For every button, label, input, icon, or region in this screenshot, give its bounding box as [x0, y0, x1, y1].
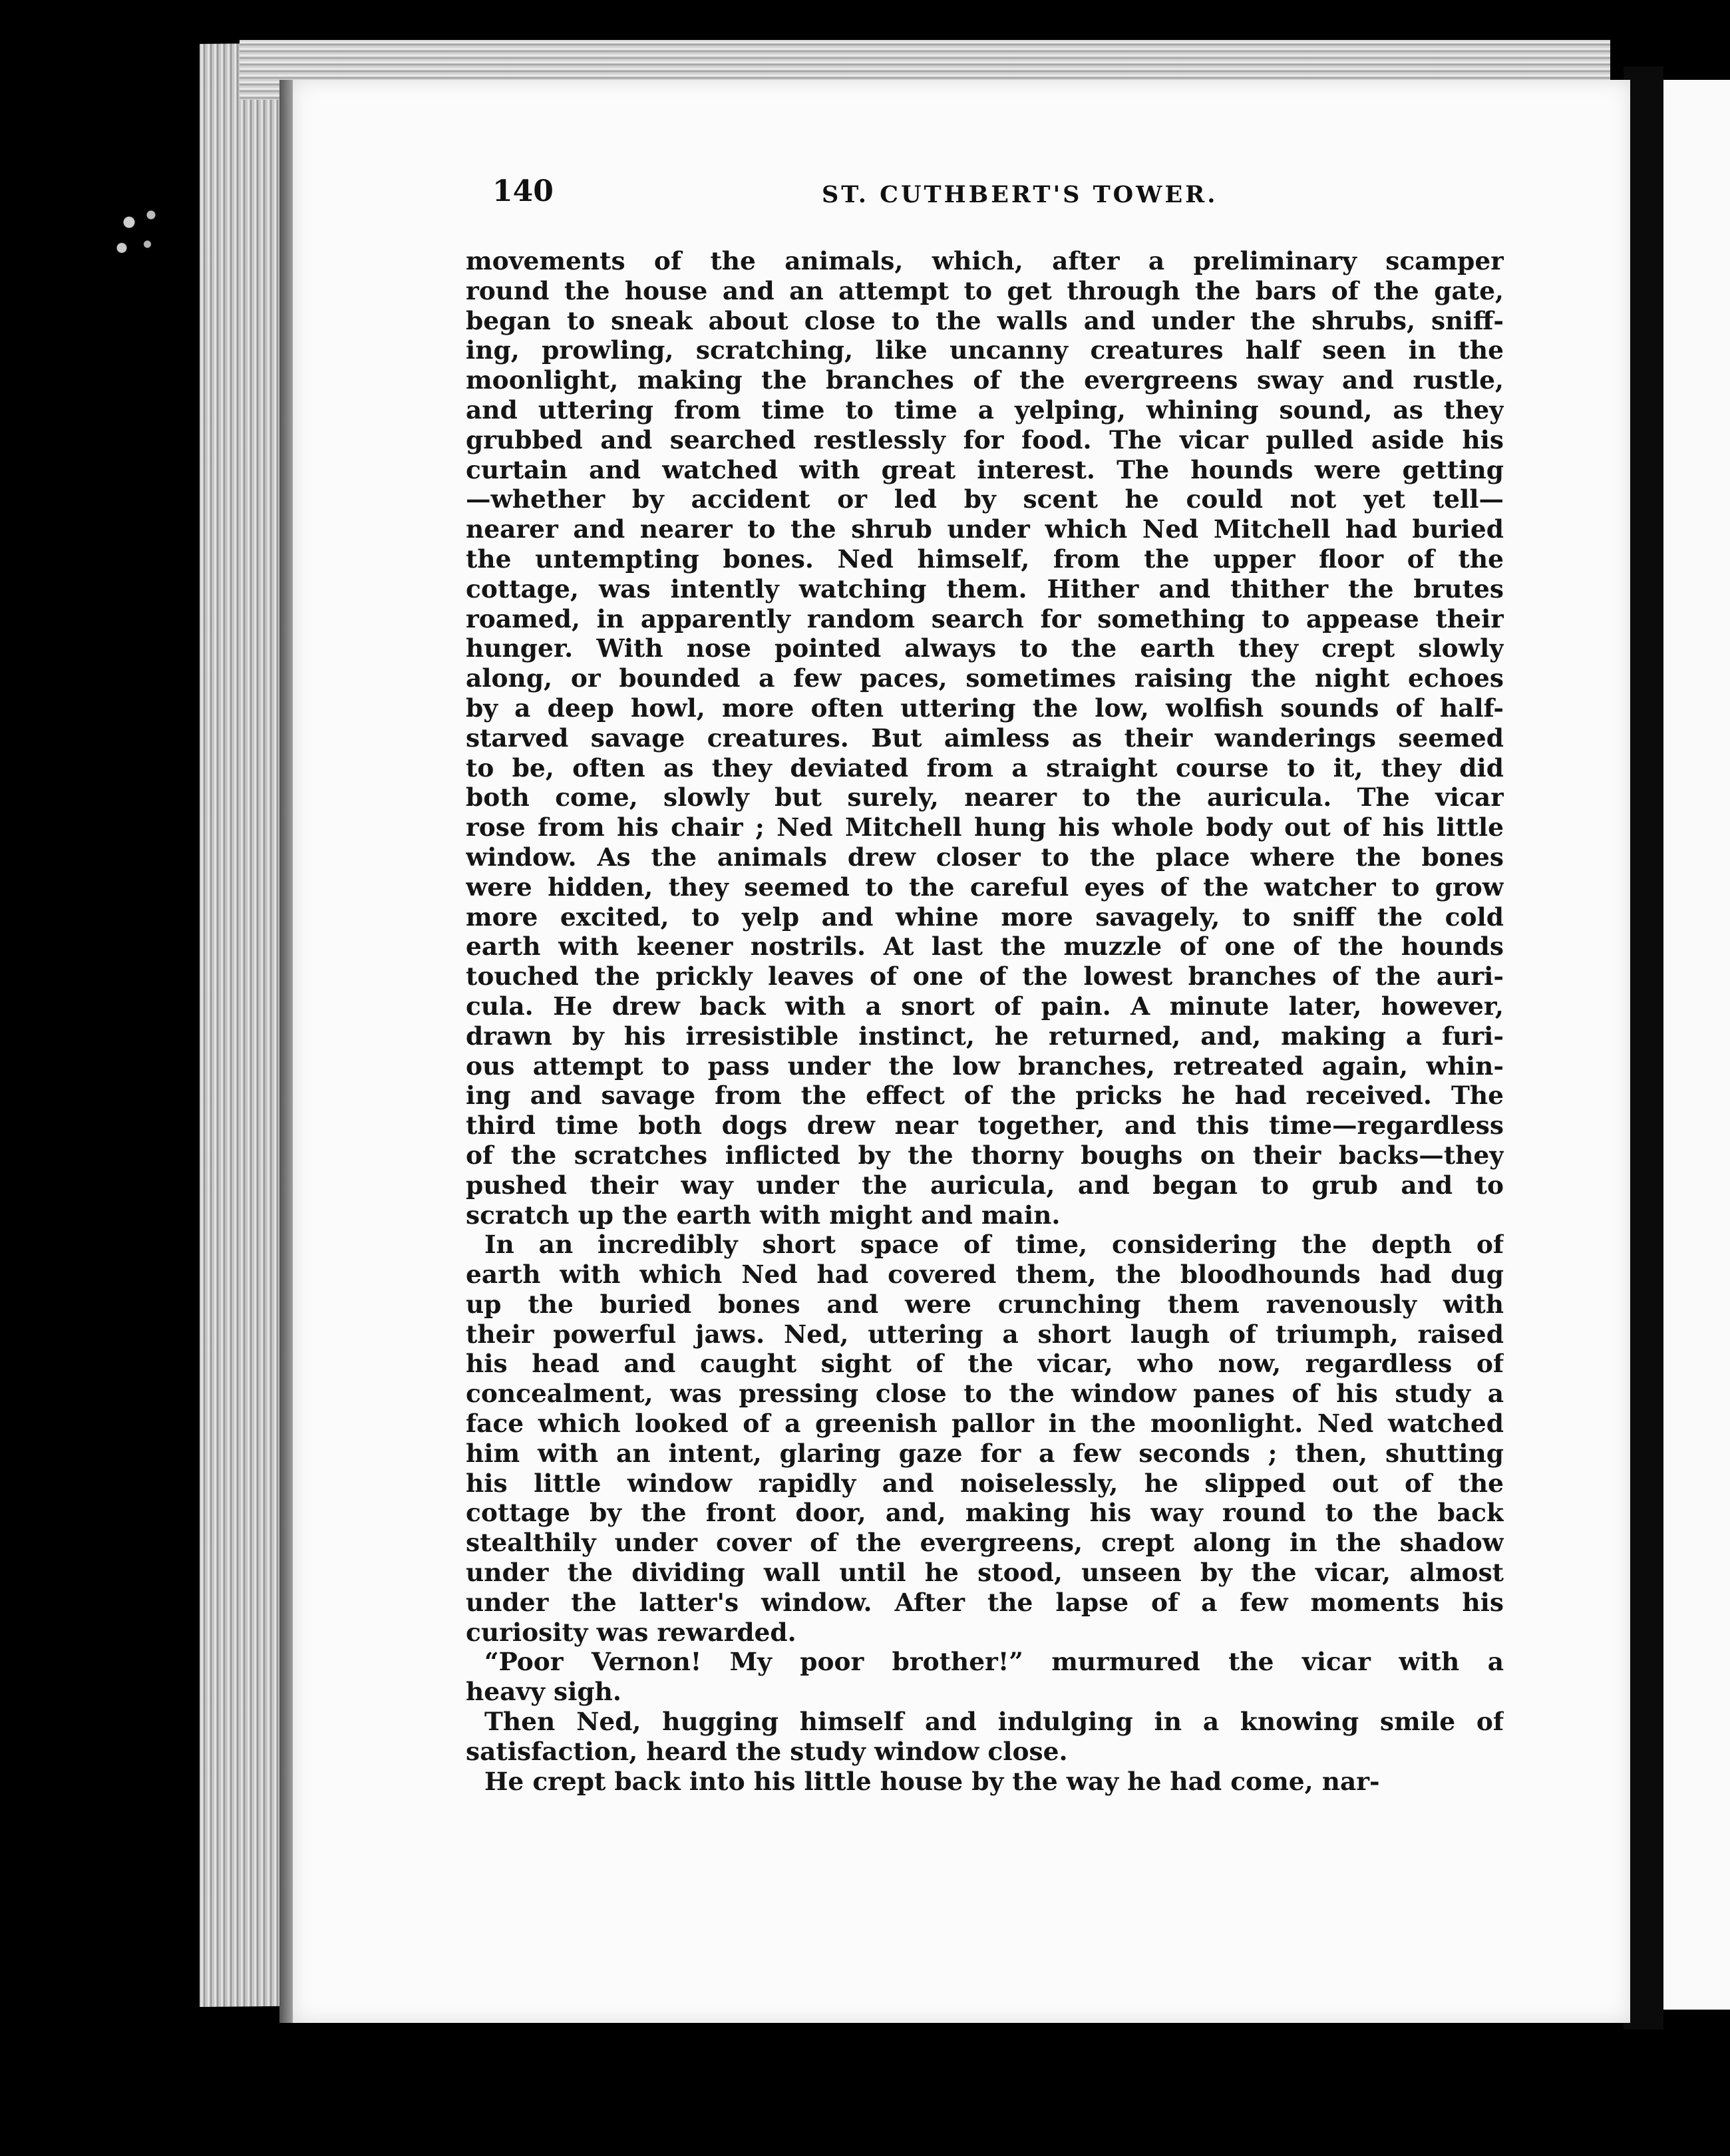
text-line: scratch up the earth with might and main.	[466, 1200, 1061, 1230]
text-line: both come, slowly but surely, nearer to the auricula. The vicar	[466, 783, 1504, 812]
text-line: stealthily under cover of the evergreens, crept along in the shadow	[466, 1528, 1504, 1558]
text-line: cottage by the front door, and, making his way round to the back	[466, 1498, 1504, 1528]
text-line: round the house and an attempt to get through the bars of the gate,	[466, 275, 1504, 305]
text-line: and uttering from time to time a yelping, whining sound, as they	[466, 395, 1504, 425]
text-line: ing, prowling, scratching, like uncanny creatures half seen in the	[466, 335, 1504, 365]
text-line: touched the prickly leaves of one of the lowest branches of the auri-	[466, 962, 1504, 991]
text-line: by a deep howl, more often uttering the low, wolfish sounds of half-	[466, 693, 1504, 723]
text-line: under the latter's window. After the lapse of a few moments his	[466, 1587, 1504, 1617]
text-line: rose from his chair ; Ned Mitchell hung his whole body out of his little	[466, 812, 1504, 842]
text-line: his little window rapidly and noiselessly, he slipped out of the	[466, 1468, 1504, 1498]
text-line: drawn by his irresistible instinct, he returned, and, making a furi-	[466, 1021, 1504, 1051]
text-line: cula. He drew back with a snort of pain. A minute later, however,	[466, 991, 1504, 1021]
text-line: third time both dogs drew near together, and this time—regardless	[466, 1111, 1504, 1141]
text-line: moonlight, making the branches of the evergreens sway and rustle,	[466, 365, 1504, 395]
text-line: face which looked of a greenish pallor in the moonlight. Ned watched	[466, 1409, 1504, 1439]
text-line: In an incredibly short space of time, considering the depth of	[484, 1230, 1504, 1260]
text-line: began to sneak about close to the walls and under the shrubs, sniff-	[466, 305, 1504, 335]
text-line: of the scratches inflicted by the thorny boughs on their backs—they	[466, 1140, 1504, 1170]
text-line: concealment, was pressing close to the window panes of his study a	[466, 1379, 1504, 1409]
page-header	[492, 174, 1490, 214]
text-line: their powerful jaws. Ned, uttering a short laugh of triumph, raised	[466, 1319, 1504, 1349]
text-line: pushed their way under the auricula, and began to grub and to	[466, 1170, 1504, 1200]
running-title: ST. CUTHBERT'S TOWER.	[822, 181, 1218, 208]
text-line: movements of the animals, which, after a preliminary scamper	[466, 246, 1504, 275]
text-line: Then Ned, hugging himself and indulging in a knowing smile of	[484, 1707, 1504, 1737]
text-line: under the dividing wall until he stood, unseen by the vicar, almost	[466, 1558, 1504, 1588]
text-line: satisfaction, heard the study window close.	[466, 1736, 1068, 1766]
text-line: ing and savage from the effect of the pricks he had received. The	[466, 1081, 1504, 1111]
text-line: “Poor Vernon! My poor brother!” murmured the vicar with a	[484, 1647, 1504, 1677]
text-line: heavy sigh.	[466, 1677, 621, 1707]
text-line: his head and caught sight of the vicar, who now, regardless of	[466, 1349, 1504, 1379]
text-line: earth with which Ned had covered them, the bloodhounds had dug	[466, 1260, 1504, 1290]
text-line: He crept back into his little house by the way he had come, nar-	[484, 1766, 1380, 1796]
text-line: up the buried bones and were crunching them ravenously with	[466, 1289, 1504, 1319]
page-number: 140	[492, 174, 554, 208]
text-line: to be, often as they deviated from a straight course to it, they did	[466, 753, 1504, 783]
text-line: hunger. With nose pointed always to the earth they crept slowly	[466, 633, 1504, 663]
text-line: —whether by accident or led by scent he could not yet tell—	[466, 484, 1504, 514]
text-line: earth with keener nostrils. At last the muzzle of one of the hounds	[466, 932, 1504, 962]
text-line: him with an intent, glaring gaze for a few seconds ; then, shutting	[466, 1438, 1504, 1468]
text-line: cottage, was intently watching them. Hither and thither the brutes	[466, 574, 1504, 604]
margin-speckle	[100, 193, 173, 266]
text-line: roamed, in apparently random search for something to appease their	[466, 604, 1504, 633]
text-line: ous attempt to pass under the low branches, retreated again, whin-	[466, 1051, 1504, 1081]
text-line: more excited, to yelp and whine more savagely, to sniff the cold	[466, 902, 1504, 932]
text-line: along, or bounded a few paces, sometimes raising the night echoes	[466, 663, 1504, 693]
text-line: window. As the animals drew closer to the place where the bones	[466, 842, 1504, 872]
text-line: the untempting bones. Ned himself, from the upper floor of the	[466, 544, 1504, 574]
text-line: grubbed and searched restlessly for food. The vicar pulled aside his	[466, 425, 1504, 454]
body-text	[466, 246, 1504, 1796]
text-line: were hidden, they seemed to the careful eyes of the watcher to grow	[466, 872, 1504, 902]
text-line: curiosity was rewarded.	[466, 1617, 796, 1647]
text-line: starved savage creatures. But aimless as their wanderings seemed	[466, 723, 1504, 753]
text-line: nearer and nearer to the shrub under which Ned Mitchell had buried	[466, 514, 1504, 544]
facing-page-edge	[1663, 80, 1730, 2010]
text-line: curtain and watched with great interest. The hounds were getting	[466, 454, 1504, 484]
